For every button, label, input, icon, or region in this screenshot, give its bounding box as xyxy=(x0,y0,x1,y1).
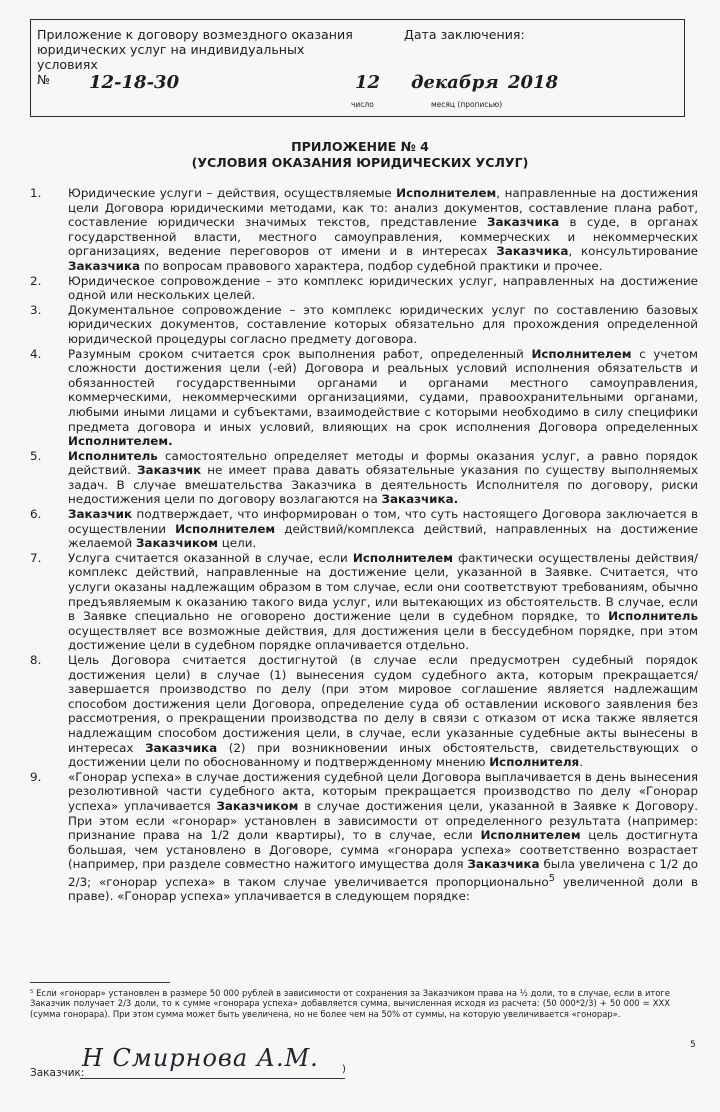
item-number: 1. xyxy=(30,186,42,200)
contract-year: 2018 xyxy=(508,72,559,93)
item-number: 8. xyxy=(30,653,42,667)
header-line-2: юридических услуг на индивидуальных условиях xyxy=(37,42,305,72)
item-text: Юридические услуги – действия, осуществляемые Исполнителем, направленные на достижения цели Договора юридическими методами, как то: анализ документов, составление плана работ, составление юридически значимых текстов, представление Заказчика в суде, в органах государственной власти, местного самоуправления, коммерческих и некоммерческих организациях, ведение переговоров от имени и в интересах Заказчика, консультирование Заказчика по вопросам правового характера, подбор судебной практики и прочее. xyxy=(68,186,699,273)
list-item xyxy=(30,653,698,770)
list-item xyxy=(30,186,699,274)
header-line-3: № xyxy=(37,72,51,87)
signature-close-paren: ) xyxy=(342,1064,346,1075)
item-text: Разумным сроком считается срок выполнения работ, определенный Исполнителем с учетом сложности достижения цели (-ей) Договора и реальных условий исполнения обязательств и обязанностей государственными органами и органами местного самоуправления, коммерческими, некоммерческими организациями, судами, правоохранительными органами, любыми иными лицами и субъектами, взаимодействие с которыми необходимо в силу специфики предмета договора и иных условий, влияющих на срок исполнения Договора определенных Исполнителем. xyxy=(68,346,698,449)
appendix-subtitle: (УСЛОВИЯ ОКАЗАНИЯ ЮРИДИЧЕСКИХ УСЛУГ) xyxy=(191,155,529,170)
item-number: 2. xyxy=(30,273,42,288)
item-number: 7. xyxy=(30,550,42,565)
contract-day: 12 xyxy=(355,72,381,93)
contract-month: декабря xyxy=(411,72,499,93)
appendix-title: ПРИЛОЖЕНИЕ № 4 xyxy=(291,139,429,154)
item-text: Цель Договора считается достигнутой (в случае если предусмотрен судебный порядок достижения цели) в случае (1) вынесения судом судебного акта, которым прекращается/завершается производство по делу (при этом мировое соглашение является надлежащим способом достижения цели Договора, определение суда об оставлении искового заявления без рассмотрения, о прекращении производства по делу в связи с отказом от иска также является надлежащим способом достижения цели, в случае, если указанные судебные акты вынесены в интересах Заказчика (2) при возникновении иных обстоятельств, свидетельствующих о достижении цели по обоснованному и подтвержденному мнению Исполнителя. xyxy=(68,653,698,770)
page-number: 5 xyxy=(690,1040,696,1050)
signature-line xyxy=(80,1078,345,1079)
item-text: Документальное сопровождение – это комплекс юридических услуг по составлению базовых юридических документов, составление которых обязательно для прохождения определенной юридической процедуры согласно предмету договора. xyxy=(68,302,698,346)
item-text: Услуга считается оказанной в случае, если Исполнителем фактически осуществлены действия/комплекс действий, направленные на достижение цели, указанной в Заявке. Считается, что услуги оказаны надлежащим образом в том случае, если они соответствуют требованиям, обычно предъявляемым к оказанию такого вида услуг, или вытекающих из обстоятельств. В случае, если в Заявке специально не оговорено достижение цели в судебном порядке, то Исполнитель осуществляет все возможные действия, для достижения цели в бессудебном порядке, при этом достижение цели в судебном порядке оплачивается отдельно. xyxy=(68,550,698,653)
item-text: «Гонорар успеха» в случае достижения судебной цели Договора выплачивается в день вынесения резолютивной части судебного акта, которым прекращается производство по делу «Гонорар успеха» уплачивается Заказчиком в случае достижения цели, указанной в Заявке к Договору. При этом если «гонорар» установлен в зависимости от определенного результата (например: признание права на 1/2 доли квартиры), то в случае, если Исполнителем цель достигнута большая, чем установлено в Договоре, сумма «гонорара успеха» соответственно возрастает (например, при разделе совместно нажитого имущества доля Заказчика была увеличена с 1/2 до 2/3; «гонорар успеха» в таком случае увеличивается пропорционально$^5$ увеличенной доли в праве). «Гонорар успеха» уплачивается в следующем порядке: xyxy=(68,769,699,904)
item-text: Заказчик подтверждает, что информирован о том, что суть настоящего Договора заключается в осуществлении Исполнителем действий/комплекса действий, направленных на достижение желаемой Заказчиком цели. xyxy=(68,507,698,551)
item-text: Исполнитель самостоятельно определяет методы и формы оказания услуг, а равно порядок действий. Заказчик не имеет права давать обязательные указания по существу выполняемых задач. В случае вмешательства Заказчика в деятельность Исполнителя по договору, риски недостижения цели по договору возлагаются на Заказчика. xyxy=(68,448,698,507)
month-caption: месяц (прописью) xyxy=(431,100,503,109)
list-item xyxy=(30,273,698,303)
list-item xyxy=(30,346,698,449)
list-item xyxy=(30,302,698,347)
contract-number: 12-18-30 xyxy=(89,72,180,93)
item-text: Юридическое сопровождение – это комплекс юридических услуг, направленных на достижение одной или нескольких целей. xyxy=(68,273,698,303)
header-line-1: Приложение к договору возмездного оказания xyxy=(37,27,353,42)
day-caption: число xyxy=(351,100,374,109)
list-item xyxy=(30,769,699,904)
list-item xyxy=(30,507,698,551)
item-number: 4. xyxy=(30,346,42,361)
item-number: 6. xyxy=(30,507,42,522)
contract-header-box xyxy=(30,19,685,117)
date-label: Дата заключения: xyxy=(404,27,525,42)
footnote: ⁵ Если «гонорар» установлен в размере 50 000 рублей в зависимости от сохранения за Заказчиком права на ½ доли, то в случае, если в итоге Заказчик получает 2/3 доли, то к сумме «гонорара успеха» добавляется сумма, вычисленная исходя из расчета: (50 000*2/3) + 50 000 = ХХХ (сумма гонорара). При этом сумма может быть увеличена, но не более чем на 50% от суммы, на которую увеличивается «гонорар». xyxy=(30,988,670,1019)
item-number: 5. xyxy=(30,448,42,463)
terms-list xyxy=(30,186,699,904)
handwritten-signature: Н Смирнова А.М. xyxy=(82,1044,319,1072)
signature-label: Заказчик: xyxy=(30,1067,85,1079)
item-number: 3. xyxy=(30,302,42,317)
header-left-text xyxy=(37,27,357,87)
list-item xyxy=(30,448,698,507)
list-item xyxy=(30,550,698,653)
footnote-divider xyxy=(30,982,170,983)
item-number: 9. xyxy=(30,769,42,784)
